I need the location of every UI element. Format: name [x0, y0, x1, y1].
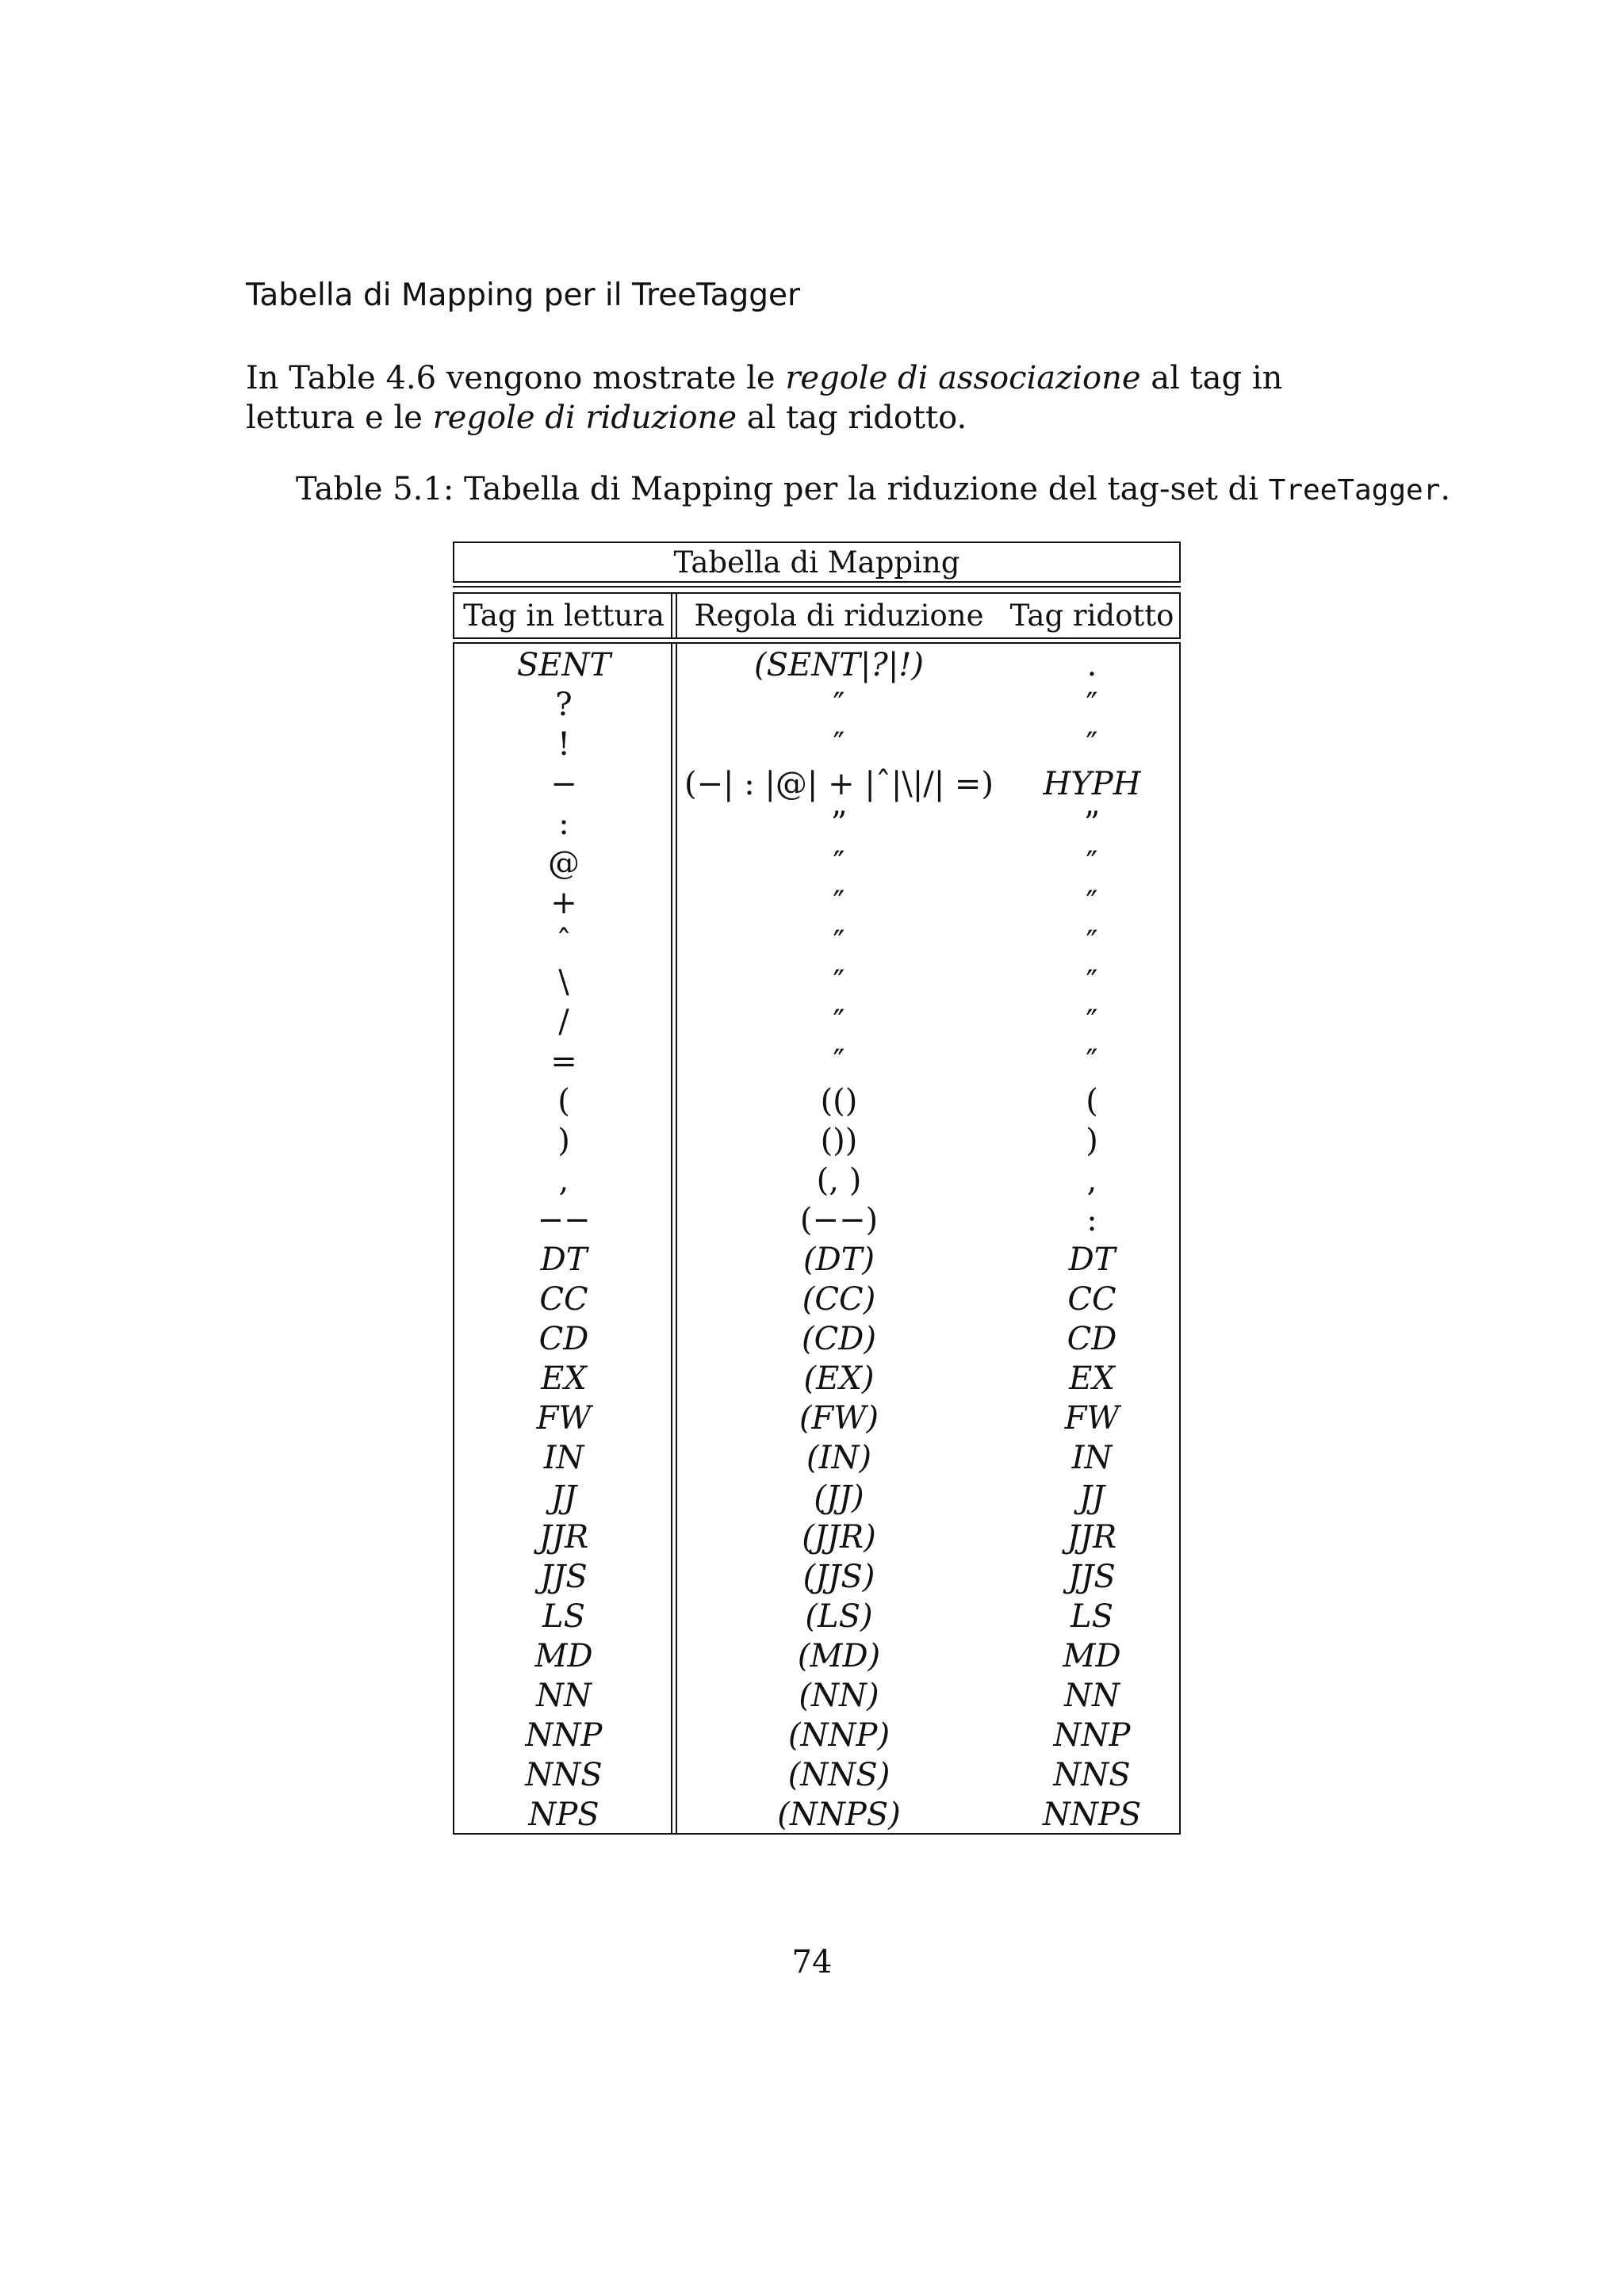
table-row — [454, 1399, 1179, 1438]
intro-text-1: In Table 4.6 vengono mostrate le — [246, 360, 786, 396]
cell-tag-ridotto: JJ — [1078, 1479, 1105, 1516]
cell-tag-ridotto: ″ — [1086, 1043, 1098, 1080]
cell-tag-ridotto: . — [1086, 647, 1097, 683]
intro-paragraph — [246, 358, 1396, 438]
cell-regola-di-riduzione: ″ — [833, 1004, 845, 1040]
column-separator — [671, 644, 677, 1833]
cell-tag-in-lettura: EX — [541, 1360, 587, 1397]
cell-regola-di-riduzione: (NNP) — [787, 1717, 891, 1754]
table-row — [454, 962, 1179, 1002]
table-row — [454, 1081, 1179, 1121]
cell-tag-ridotto: ″ — [1086, 726, 1098, 763]
cell-regola-di-riduzione: (CC) — [802, 1281, 876, 1318]
caption-suffix: . — [1440, 471, 1451, 507]
cell-tag-in-lettura: \ — [558, 964, 569, 1001]
header-tag-ridotto: Tag ridotto — [1009, 599, 1174, 633]
table-row — [454, 1636, 1179, 1676]
cell-regola-di-riduzione: (CD) — [802, 1321, 876, 1357]
table-body — [453, 642, 1181, 1835]
cell-tag-ridotto: NNS — [1053, 1757, 1131, 1793]
cell-regola-di-riduzione: (JJS) — [802, 1559, 875, 1595]
cell-tag-ridotto: ″ — [1086, 964, 1098, 1001]
cell-tag-ridotto: : — [1086, 1202, 1097, 1238]
table-caption — [296, 471, 1450, 507]
cell-tag-ridotto: ″ — [1086, 687, 1098, 723]
table-row — [454, 1319, 1179, 1359]
table-row — [454, 1755, 1179, 1795]
table-row — [454, 923, 1179, 962]
cell-tag-ridotto: ″ — [1086, 845, 1098, 882]
table-row — [454, 1676, 1179, 1716]
header-tag-in-lettura: Tag in lettura — [463, 599, 665, 633]
cell-tag-ridotto: CC — [1067, 1281, 1116, 1318]
cell-regola-di-riduzione: (FW) — [799, 1400, 879, 1437]
table-row — [454, 1557, 1179, 1597]
cell-tag-ridotto: IN — [1071, 1440, 1113, 1476]
cell-tag-in-lettura: DT — [540, 1242, 588, 1278]
cell-regola-di-riduzione: ″ — [833, 1043, 845, 1080]
intro-emphasis-2: regole di riduzione — [432, 400, 737, 436]
table-row — [454, 1438, 1179, 1478]
cell-tag-in-lettura: ) — [557, 1123, 570, 1159]
cell-tag-ridotto: ” — [1083, 806, 1101, 842]
table-row — [454, 1280, 1179, 1319]
cell-regola-di-riduzione: ()) — [820, 1123, 858, 1159]
table-title: Tabella di Mapping — [453, 541, 1181, 583]
cell-regola-di-riduzione: (DT) — [803, 1242, 875, 1278]
cell-regola-di-riduzione: ” — [830, 806, 848, 842]
caption-prefix: Table 5.1: Tabella di Mapping per la riduzione del tag-set di — [296, 471, 1269, 507]
table-row — [454, 1795, 1179, 1835]
cell-tag-in-lettura: JJR — [538, 1519, 589, 1556]
cell-tag-in-lettura: ? — [555, 687, 573, 723]
table-row — [454, 764, 1179, 804]
cell-regola-di-riduzione: (JJR) — [802, 1519, 876, 1556]
cell-tag-ridotto: MD — [1063, 1638, 1121, 1674]
cell-tag-in-lettura: = — [550, 1043, 577, 1080]
cell-regola-di-riduzione: (NN) — [799, 1678, 879, 1714]
cell-regola-di-riduzione: (−| : |@| + |ˆ|\|/| =) — [684, 766, 994, 802]
table-header — [453, 592, 1181, 639]
table-row — [454, 725, 1179, 764]
cell-tag-in-lettura: / — [558, 1004, 569, 1040]
table-row — [454, 883, 1179, 923]
cell-regola-di-riduzione: ″ — [833, 924, 845, 961]
cell-tag-ridotto: NNPS — [1042, 1797, 1142, 1833]
cell-regola-di-riduzione: (IN) — [806, 1440, 871, 1476]
cell-tag-in-lettura: CD — [538, 1321, 589, 1357]
intro-text-2: al tag in lettura e le — [246, 360, 1283, 436]
cell-tag-in-lettura: JJ — [550, 1479, 577, 1516]
page-number: 74 — [791, 1944, 833, 1980]
table-row — [454, 1200, 1179, 1240]
cell-regola-di-riduzione: ″ — [833, 964, 845, 1001]
cell-regola-di-riduzione: (JJ) — [814, 1479, 864, 1516]
cell-tag-in-lettura: @ — [548, 845, 580, 882]
table-title-double-rule — [453, 586, 1181, 587]
table-row — [454, 1517, 1179, 1557]
cell-tag-in-lettura: + — [550, 885, 577, 921]
cell-tag-ridotto: LS — [1071, 1598, 1113, 1635]
cell-regola-di-riduzione: (() — [820, 1083, 858, 1119]
cell-regola-di-riduzione: (SENT|?|!) — [754, 647, 924, 683]
table-row — [454, 1716, 1179, 1755]
cell-tag-in-lettura: SENT — [516, 647, 611, 683]
cell-regola-di-riduzione: (NNS) — [787, 1757, 891, 1793]
cell-tag-ridotto: , — [1086, 1162, 1097, 1199]
table-row — [454, 1002, 1179, 1042]
cell-tag-ridotto: ″ — [1086, 924, 1098, 961]
table-row — [454, 685, 1179, 725]
cell-tag-ridotto: ″ — [1086, 1004, 1098, 1040]
header-regola-di-riduzione: Regola di riduzione — [694, 599, 984, 633]
table-row — [454, 1359, 1179, 1399]
cell-tag-ridotto: EX — [1069, 1360, 1115, 1397]
table-row — [454, 1478, 1179, 1517]
table-row — [454, 1042, 1179, 1081]
cell-tag-in-lettura: , — [558, 1162, 569, 1199]
cell-regola-di-riduzione: (, ) — [816, 1162, 862, 1199]
cell-tag-in-lettura: ( — [557, 1083, 570, 1119]
cell-tag-in-lettura: NNP — [525, 1717, 603, 1754]
cell-tag-ridotto: FW — [1064, 1400, 1120, 1437]
cell-tag-ridotto: JJS — [1068, 1559, 1116, 1595]
cell-regola-di-riduzione: ″ — [833, 845, 845, 882]
cell-tag-ridotto: NNP — [1053, 1717, 1131, 1754]
cell-tag-ridotto: ″ — [1086, 885, 1098, 921]
cell-regola-di-riduzione: (LS) — [805, 1598, 873, 1635]
cell-tag-in-lettura: JJS — [540, 1559, 588, 1595]
cell-tag-in-lettura: NN — [536, 1678, 592, 1714]
cell-tag-in-lettura: NPS — [528, 1797, 599, 1833]
cell-tag-in-lettura: FW — [536, 1400, 592, 1437]
cell-tag-ridotto: ) — [1086, 1123, 1098, 1159]
cell-tag-in-lettura: IN — [543, 1440, 584, 1476]
table-row — [454, 1161, 1179, 1200]
cell-tag-in-lettura: − — [550, 766, 577, 802]
table-row — [454, 844, 1179, 883]
cell-tag-in-lettura: NNS — [525, 1757, 603, 1793]
intro-emphasis-1: regole di associazione — [785, 360, 1141, 396]
cell-tag-ridotto: HYPH — [1043, 766, 1141, 802]
cell-tag-in-lettura: CC — [539, 1281, 588, 1318]
cell-tag-in-lettura: MD — [534, 1638, 593, 1674]
cell-regola-di-riduzione: ″ — [833, 885, 845, 921]
cell-tag-ridotto: ( — [1086, 1083, 1098, 1119]
cell-regola-di-riduzione: ″ — [833, 726, 845, 763]
cell-tag-ridotto: DT — [1068, 1242, 1116, 1278]
table-row — [454, 1121, 1179, 1161]
cell-tag-in-lettura: LS — [542, 1598, 585, 1635]
cell-tag-in-lettura: : — [558, 806, 569, 842]
cell-regola-di-riduzione: ″ — [833, 687, 845, 723]
cell-tag-ridotto: CD — [1067, 1321, 1117, 1357]
cell-regola-di-riduzione: (−−) — [799, 1202, 879, 1238]
cell-regola-di-riduzione: (EX) — [803, 1360, 875, 1397]
cell-tag-in-lettura: −− — [537, 1202, 591, 1238]
cell-tag-in-lettura: ˆ — [556, 924, 572, 961]
table-row — [454, 804, 1179, 844]
cell-regola-di-riduzione: (MD) — [797, 1638, 881, 1674]
caption-code: TreeTagger — [1268, 474, 1441, 507]
cell-tag-ridotto: JJR — [1067, 1519, 1117, 1556]
cell-tag-ridotto: NN — [1064, 1678, 1120, 1714]
cell-regola-di-riduzione: (NNPS) — [777, 1797, 901, 1833]
table-row — [454, 645, 1179, 685]
section-title: Tabella di Mapping per il TreeTagger — [246, 277, 801, 313]
table-row — [454, 1240, 1179, 1280]
column-separator — [671, 594, 677, 637]
table-row — [454, 1597, 1179, 1636]
intro-text-3: al tag ridotto. — [737, 400, 967, 436]
cell-tag-in-lettura: ! — [557, 726, 571, 763]
